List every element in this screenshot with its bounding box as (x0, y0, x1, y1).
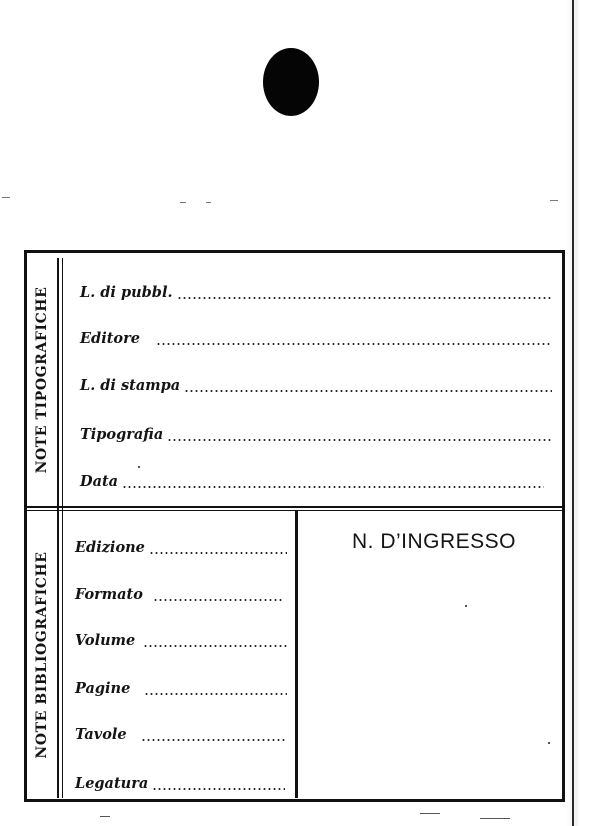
scan-speck (480, 818, 510, 819)
field-volume (75, 628, 287, 650)
field-luogo-pubblicazione (80, 280, 552, 302)
dotted-line (143, 645, 287, 647)
field-luogo-stampa (80, 373, 552, 395)
crease-mark (2, 197, 10, 198)
scan-speck (548, 742, 550, 744)
scan-speck (465, 605, 467, 607)
dotted-line (184, 390, 552, 392)
field-label: Volume (75, 632, 136, 649)
dotted-line (167, 439, 552, 441)
dotted-line (177, 297, 552, 299)
crease-mark (206, 202, 211, 203)
note-tipografiche-title: NOTE TIPOGRAFICHE (34, 286, 50, 474)
punch-hole (263, 48, 319, 116)
dotted-line (149, 552, 287, 554)
field-tipografia (80, 422, 552, 444)
dotted-line (122, 486, 544, 488)
dotted-line (141, 739, 285, 741)
scan-speck (420, 813, 440, 814)
field-label: Pagine (75, 680, 131, 697)
field-label: L. di pubbl. (80, 284, 173, 301)
field-pagine (75, 676, 287, 698)
field-label: L. di stampa (80, 377, 181, 394)
tag-edge-line (572, 0, 574, 826)
field-label: Editore (80, 330, 140, 347)
dotted-line (153, 599, 283, 601)
field-label: Legatura (75, 775, 149, 792)
field-label: Tavole (75, 726, 127, 743)
field-label: Edizione (75, 539, 145, 556)
scan-speck (100, 816, 110, 817)
section-divider (27, 506, 562, 508)
side-divider-line (57, 258, 59, 798)
field-data (80, 469, 544, 491)
dotted-line (144, 693, 287, 695)
crease-mark (550, 200, 558, 201)
crease-mark (180, 202, 186, 203)
field-label: Tipografia (80, 426, 164, 443)
field-label: Data (80, 473, 119, 490)
numero-ingresso-label: N. D’INGRESSO (351, 530, 517, 553)
side-divider-line (62, 258, 63, 798)
note-bibliografiche-title: NOTE BIBLIOGRAFICHE (34, 551, 50, 759)
field-tavole (75, 722, 285, 744)
field-label: Formato (75, 586, 143, 603)
scan-speck (138, 466, 140, 468)
field-edizione (75, 535, 287, 557)
field-legatura (75, 771, 285, 793)
dotted-line (152, 788, 285, 790)
ingresso-divider (295, 511, 298, 798)
field-formato (75, 582, 283, 604)
field-editore (80, 326, 552, 348)
dotted-line (156, 343, 552, 345)
